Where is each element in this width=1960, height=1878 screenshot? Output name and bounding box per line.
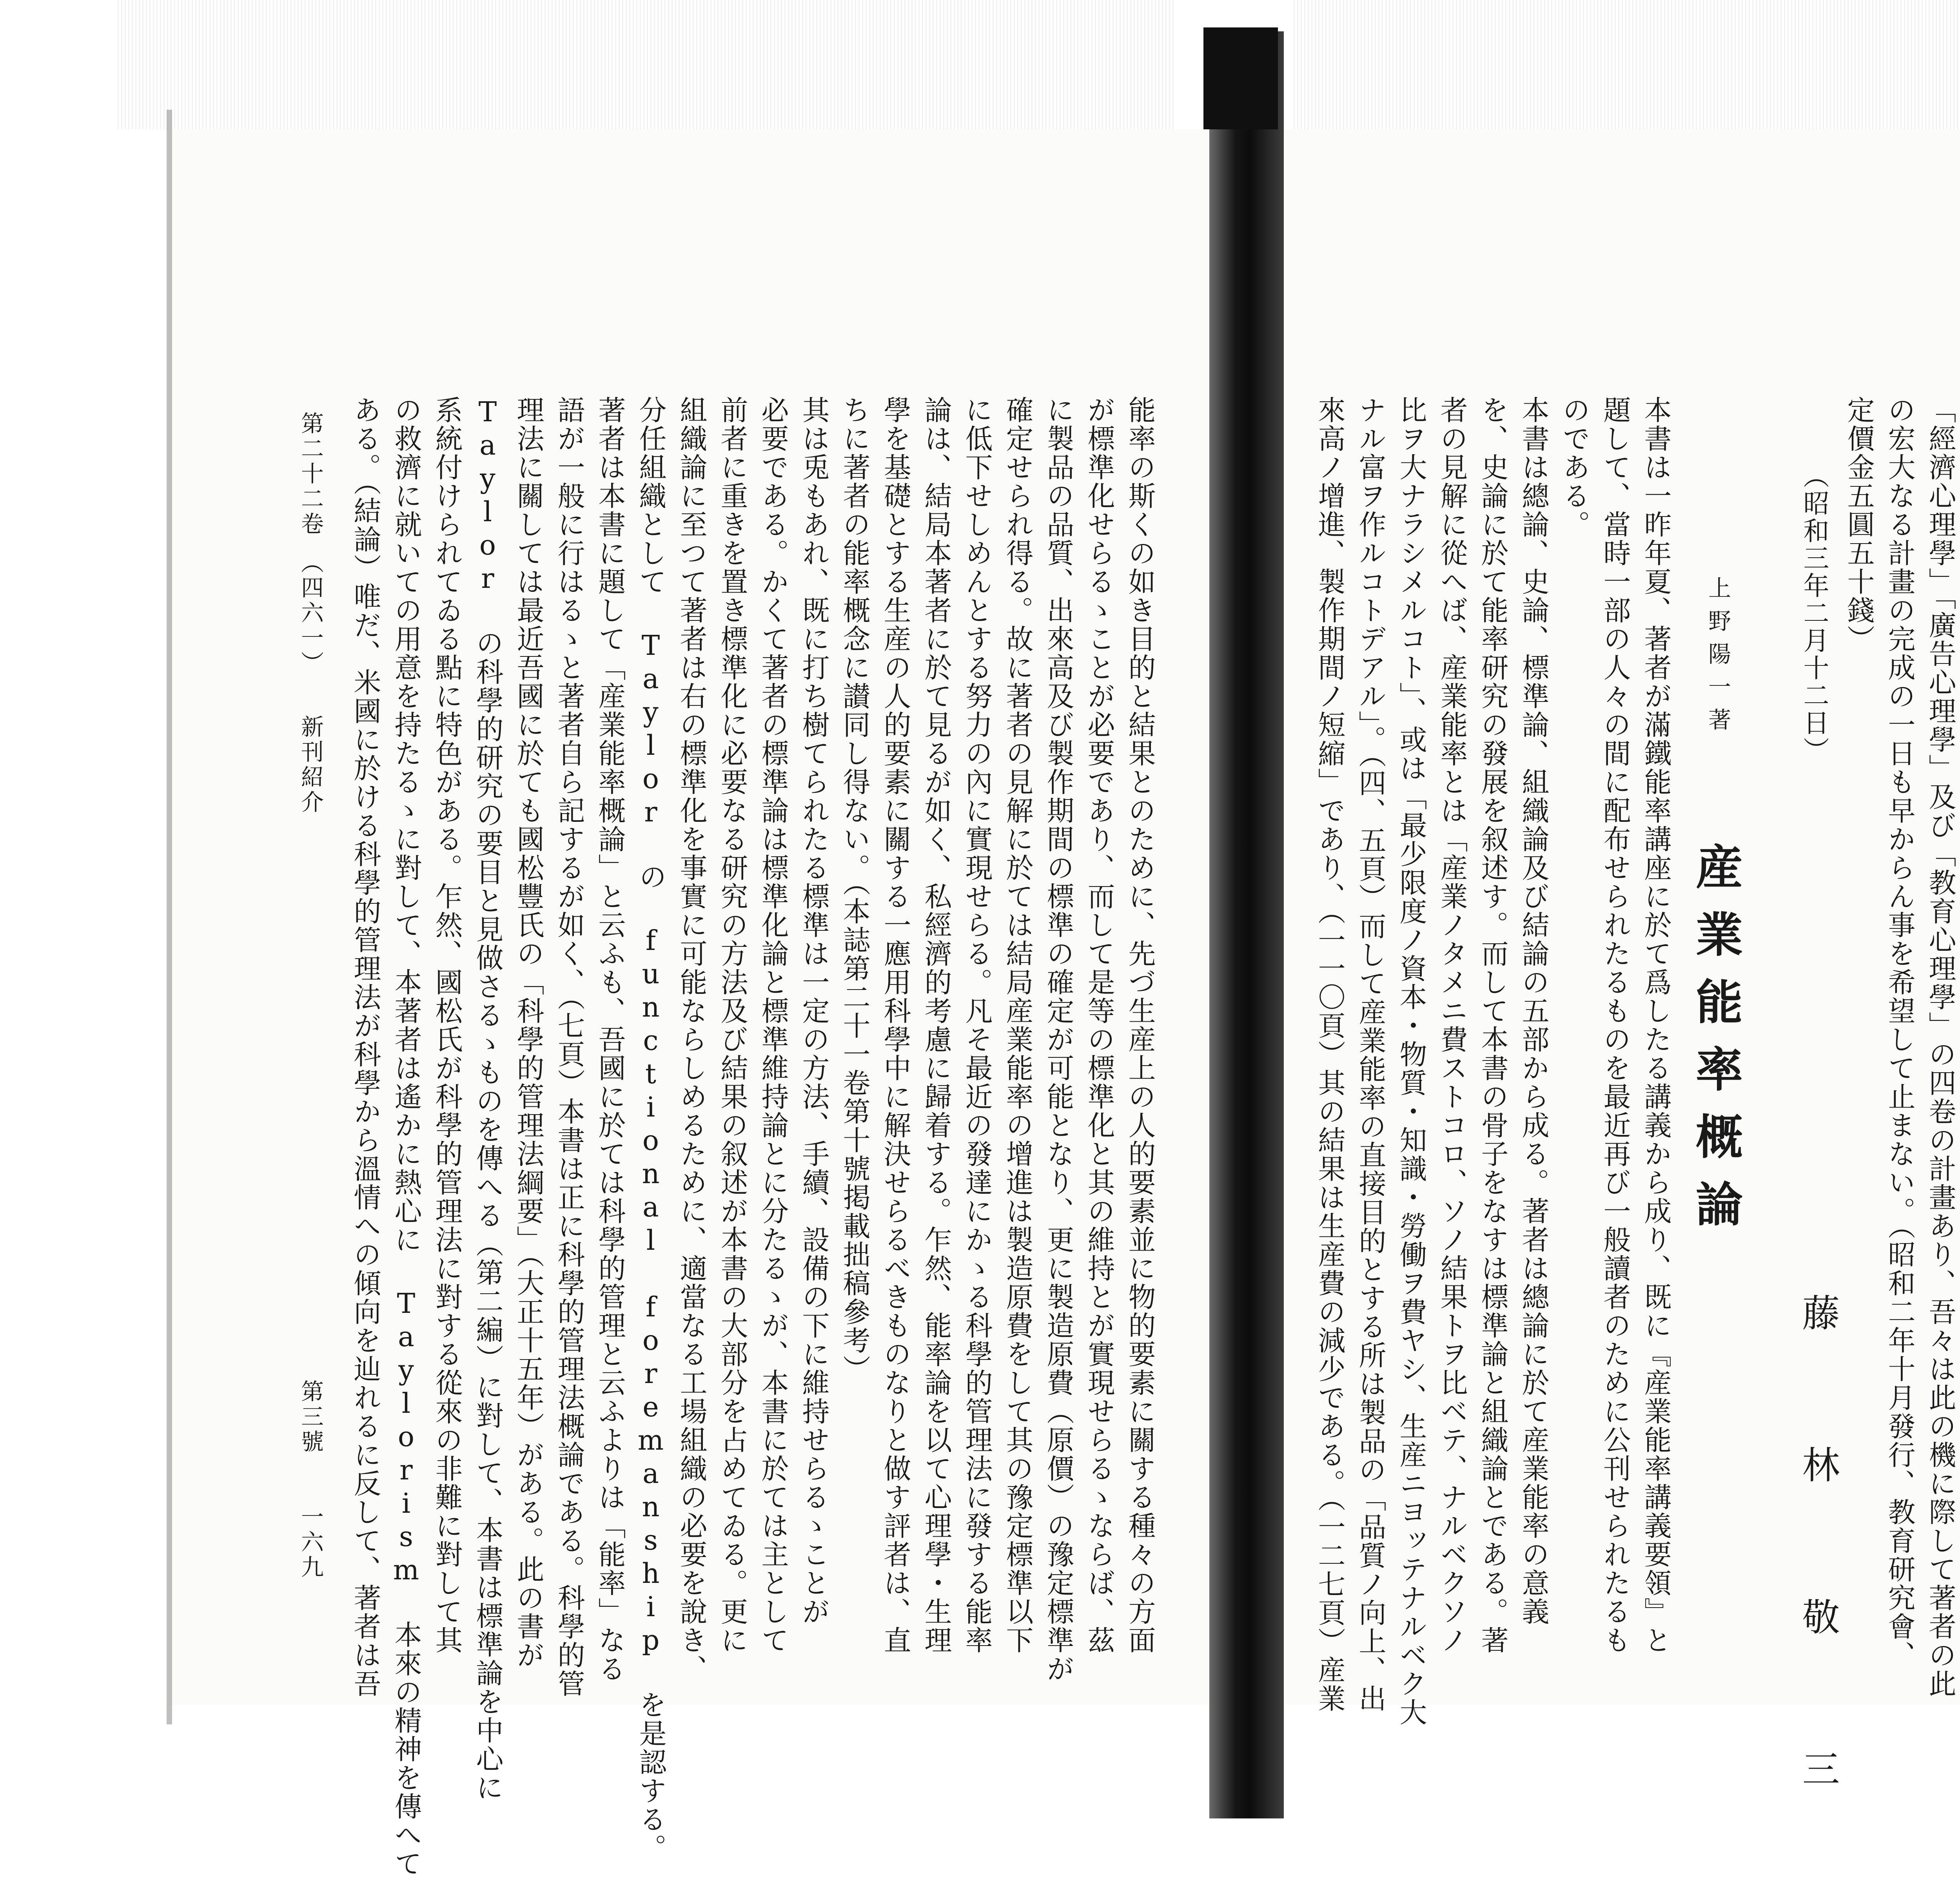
left-body-text <box>345 396 1160 1878</box>
text-line: 者の見解に從へば、産業能率とは「産業ノタメニ費ストコロ、ソノ結果トヲ比ベテ、ナルベクソノ <box>1436 396 1468 1655</box>
text-line: の救濟に就いての用意を持たるゝに對して、本著者は遙かに熱心に Taylorism 本來の精神を傳へて <box>390 396 422 1878</box>
left-volume: 第二十二卷 <box>297 411 324 537</box>
text-line: 分任組織として Taylor の functional foremanship を是認する。 <box>635 396 667 1862</box>
reviewer-name: 藤 林 敬 三 <box>1796 1293 1840 1822</box>
text-line: 比ヲ大ナラシメルコト」、或は「最少限度ノ資本・物質・知識・勞働ヲ費ヤシ、生産ニヨッテナルベク大 <box>1395 396 1427 1727</box>
scan-shadow-right <box>1294 0 1960 129</box>
review-title: 産業能率概論 <box>1688 843 1743 1247</box>
text-line: 理法に關しては最近吾國に於ても國松豐氏の「科學的管理法綱要」（大正十五年）がある。此の書が <box>512 396 544 1670</box>
text-line: ちに著者の能率概念に讃同し得ない。（本誌第二十一卷第十號掲載拙稿參考） <box>838 396 871 1383</box>
left-issue: 第三號 <box>297 1379 324 1455</box>
text-line: 定價金五圓五十錢） <box>1843 396 1875 653</box>
text-line: 其は兎もあれ、既に打ち樹てられたる標準は一定の方法、手續、設備の下に維持せらるゝことが <box>798 396 830 1626</box>
author-byline: 上野陽一著 <box>1704 576 1731 741</box>
left-folio <box>294 1379 327 1580</box>
text-line: 語が一般に行はるゝと著者自ら記するが如く、（七頁）本書は正に科學的管理法概論である。科學的管 <box>553 396 585 1698</box>
text-line: 確定せられ得る。故に著者の見解に於ては結局産業能率の增進は製造原費をして其の豫定標準以下 <box>1002 396 1034 1655</box>
text-line: のである。 <box>1558 396 1590 539</box>
text-line: ナル富ヲ作ルコトデアル」。（四、五頁）而して産業能率の直接目的とする所は製品の「品質ノ向上、出 <box>1354 396 1387 1713</box>
right-body-text <box>1309 396 1676 1727</box>
left-page-edge <box>167 110 172 1724</box>
text-line: 論は、結局本著者に於て見るが如く、私經濟的考慮に歸着する。乍然、能率論を以て心理學・生理 <box>920 396 952 1655</box>
text-line: 系統付けられてゐる點に特色がある。乍然、國松氏が科學的管理法に對する從來の非難に對して其 <box>431 396 463 1655</box>
text-line: に低下せしめんとする努力の內に實現せらる。凡そ最近の發達にかゝる科學的管理法に發する能率 <box>961 396 993 1655</box>
text-line: に製品の品質、出來高及び製作期間の標準の確定が可能となり、更に製造原費（原價）の豫定標準が <box>1042 396 1074 1683</box>
text-line: 「經濟心理學」「廣告心理學」及び「教育心理學」の四卷の計畫あり、吾々は此の機に際して著者の此 <box>1924 396 1956 1698</box>
text-line: Taylor の科學的研究の要目と見做さるゝものを傳へる（第二編）に對して、本書は標準論を中心に <box>472 396 504 1802</box>
text-line: 本書は總論、史論、標準論、組織論及び結論の五部から成る。著者は總論に於て産業能率の意義 <box>1517 396 1550 1626</box>
scan-shadow-left <box>118 0 1176 129</box>
text-line: 題して、當時一部の人々の間に配布せられたるものを最近再び一般讀者のために公刊せられたるも <box>1599 396 1631 1655</box>
text-line: の宏大なる計畫の完成の一日も早からん事を希望して止まない。（昭和二年十月發行、教育研究會、 <box>1884 396 1916 1670</box>
text-line: が標準化せらるゝことが必要であり、而して是等の標準化と其の維持とが實現せらるゝならば、茲 <box>1083 396 1115 1655</box>
text-line: 來高ノ增進、製作期間ノ短縮」であり、（一一〇頁）其の結果は生産費の減少である。（一二七頁）産業 <box>1314 396 1346 1713</box>
text-line: 能率の斯くの如き目的と結果とのために、先づ生産上の人的要素並に物的要素に關する種々の方面 <box>1124 396 1156 1655</box>
left-page-code: （四六一） <box>297 562 324 665</box>
right-continuation-text <box>1838 396 1960 1698</box>
left-page-number: 一六九 <box>297 1505 324 1580</box>
text-line: 組織論に至つて著者は右の標準化を事實に可能ならしめるために、適當なる工場組織の必要を說き、 <box>675 396 708 1683</box>
binding-shadow <box>1203 27 1278 129</box>
left-section: 新刊紹介 <box>297 715 324 815</box>
book-gutter <box>1209 31 1284 1818</box>
text-line: 必要である。かくて著者の標準論は標準化論と標準維持論とに分たるゝが、本書に於ては主として <box>757 396 789 1655</box>
reviewer-date: （昭和三年二月十二日） <box>1799 462 1829 764</box>
text-line: 本書は一昨年夏、著者が滿鐵能率講座に於て爲したる講義から成り、既に『産業能率講義要領』と <box>1640 396 1672 1655</box>
text-line: 學を基礎とする生産の人的要素に關する一應用科學中に解決せらるべきものなりと做す評者は、直 <box>879 396 911 1655</box>
text-line: を、史論に於て能率研究の發展を叙述す。而して本書の骨子をなすは標準論と組織論とである。著 <box>1477 396 1509 1655</box>
text-line: ある。（結論）唯だ、米國に於ける科學的管理法が科學から溫情への傾向を辿れるに反して、著者は吾 <box>349 396 381 1698</box>
text-line: 前者に重きを置き標準化に必要なる研究の方法及び結果の叙述が本書の大部分を占めてゐる。更に <box>716 396 748 1655</box>
left-running-head <box>294 411 327 815</box>
text-line: 著者は本書に題して「産業能率概論」と云ふも、吾國に於ては科學的管理と云ふよりは「能率」なる <box>594 396 626 1683</box>
